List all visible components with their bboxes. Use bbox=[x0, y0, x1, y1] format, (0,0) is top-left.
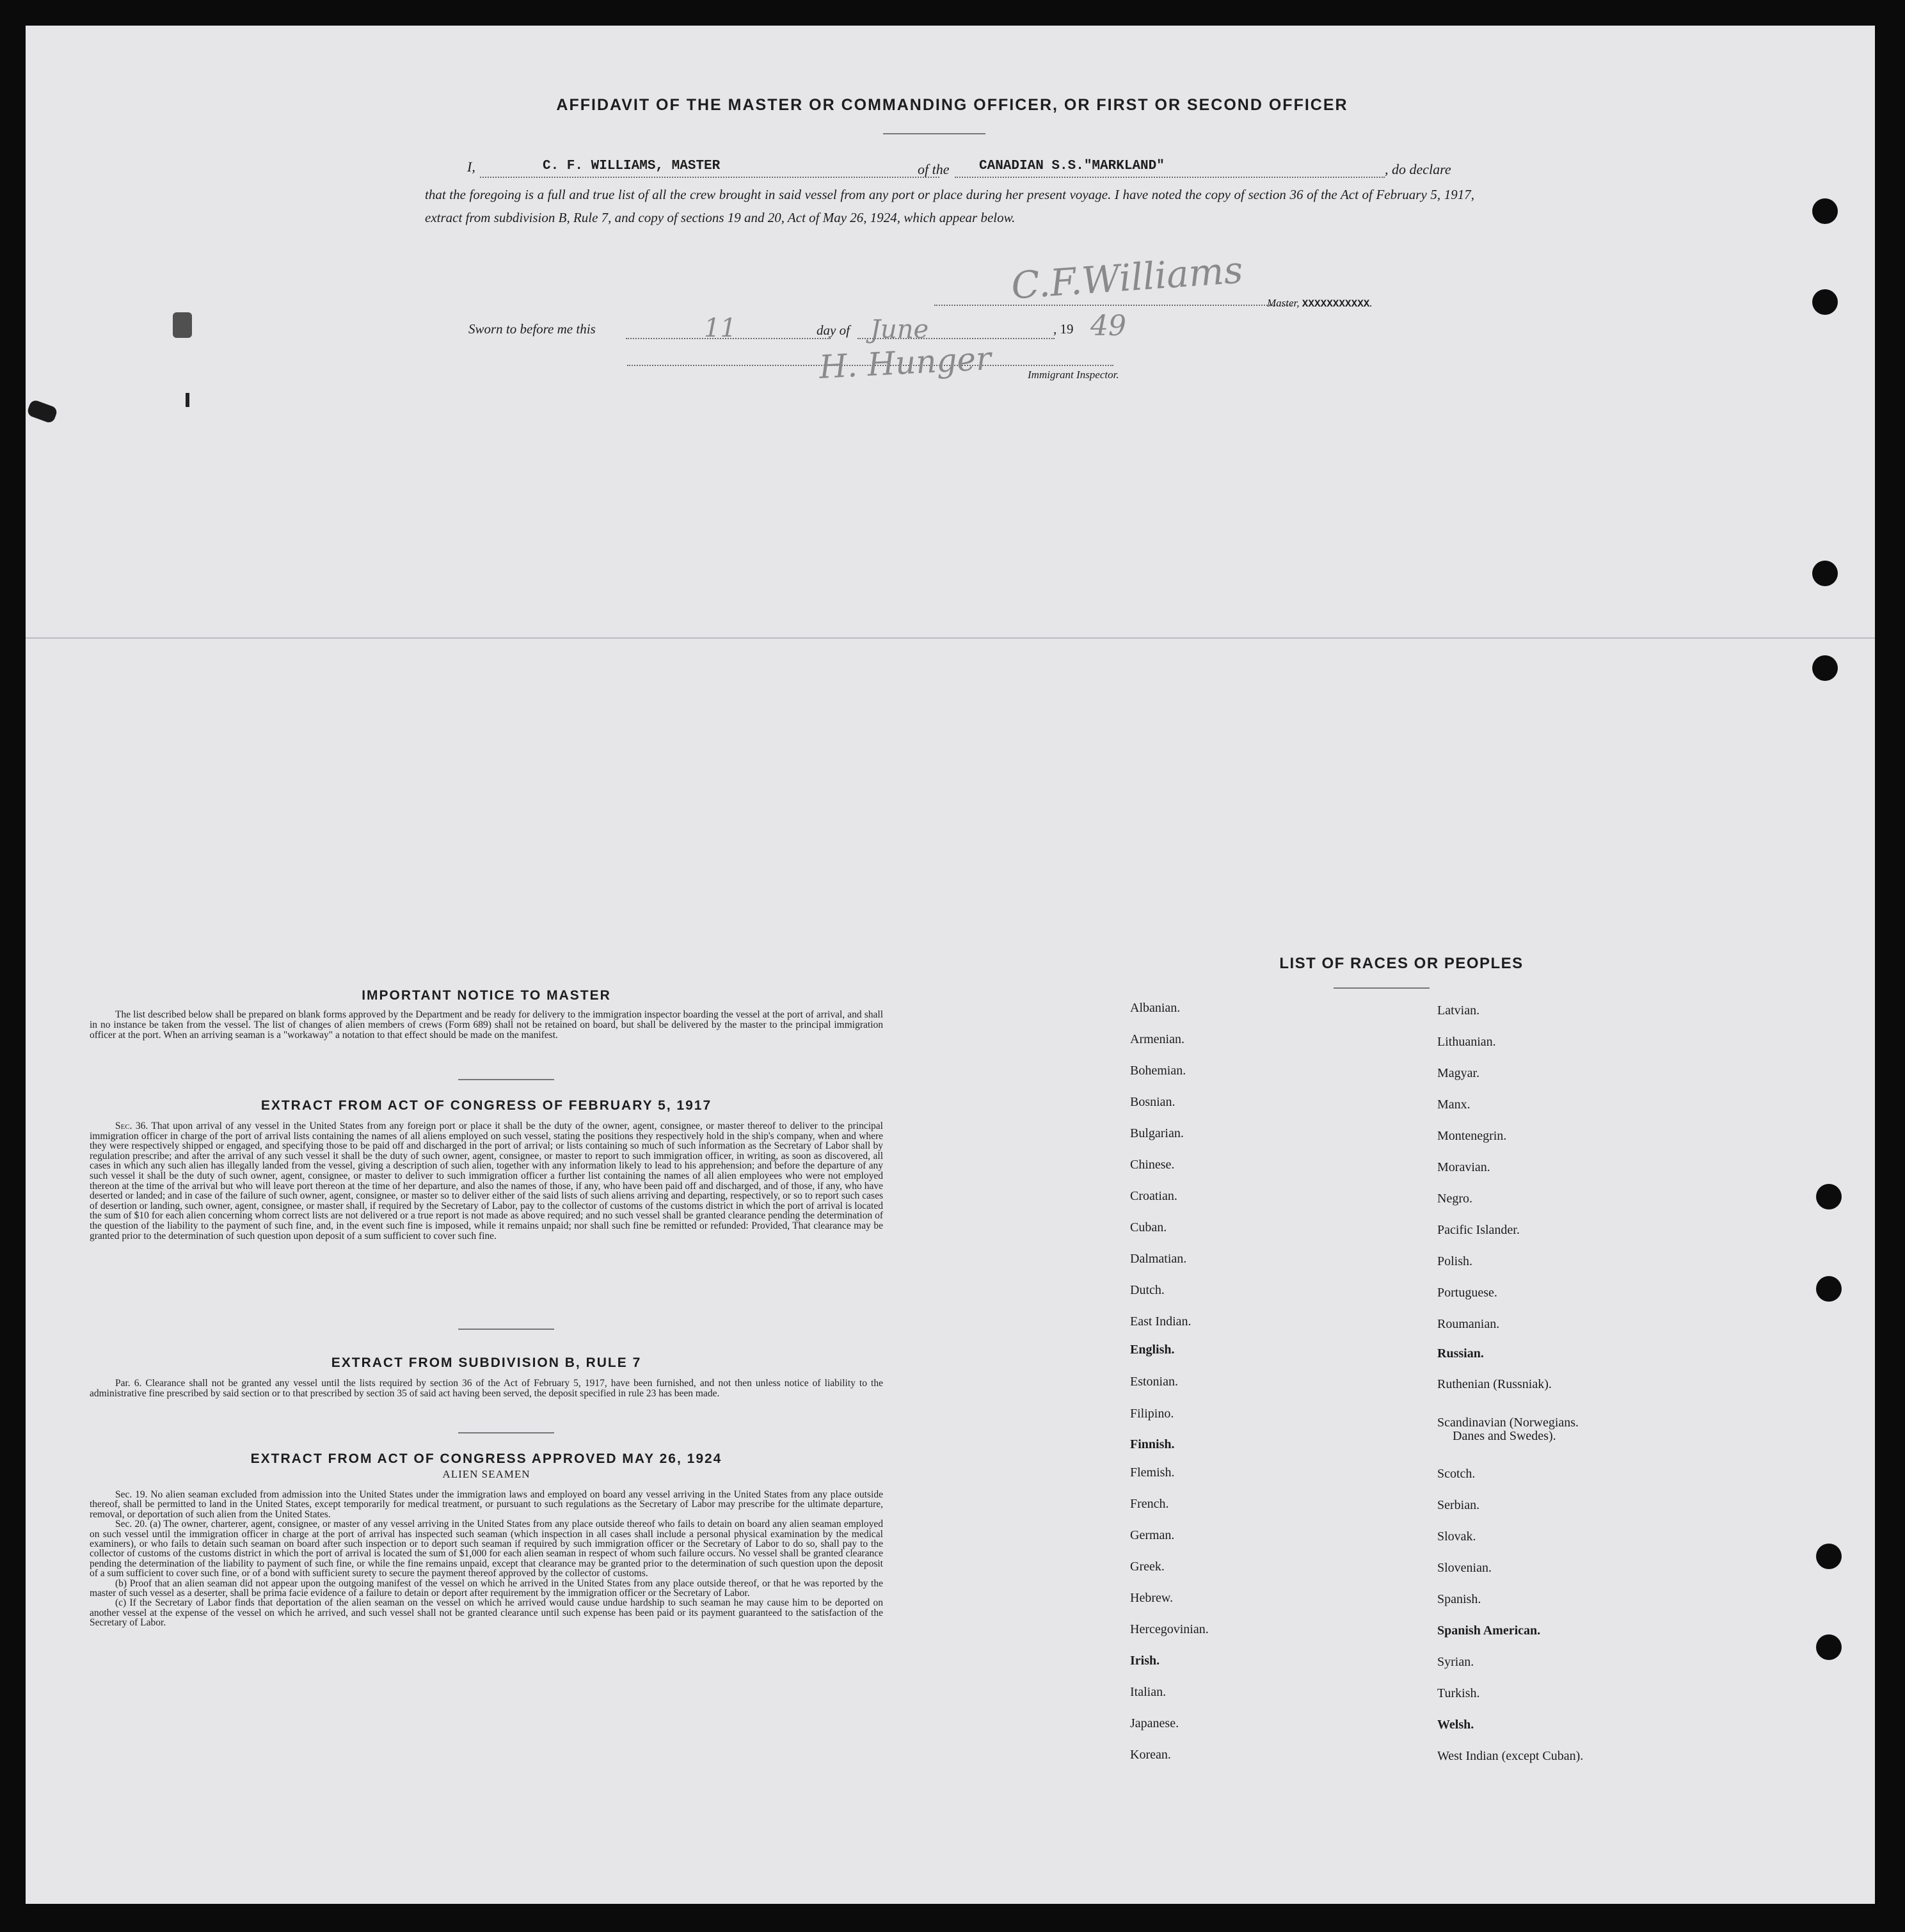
race-item: West Indian (except Cuban). bbox=[1437, 1749, 1584, 1763]
i-label: I, bbox=[467, 159, 475, 175]
race-item: Lithuanian. bbox=[1437, 1035, 1496, 1049]
race-item: Portuguese. bbox=[1437, 1286, 1497, 1300]
race-item: Montenegrin. bbox=[1437, 1129, 1507, 1143]
race-item: Manx. bbox=[1437, 1098, 1471, 1112]
race-item: Korean. bbox=[1130, 1748, 1171, 1762]
race-item: Slovenian. bbox=[1437, 1561, 1492, 1575]
race-item: Bosnian. bbox=[1130, 1095, 1176, 1109]
race-item: Cuban. bbox=[1130, 1220, 1167, 1234]
race-item: Greek. bbox=[1130, 1560, 1165, 1574]
race-item: Bulgarian. bbox=[1130, 1126, 1184, 1140]
stray-mark bbox=[26, 399, 58, 424]
race-item: Russian. bbox=[1437, 1346, 1484, 1361]
race-item: Syrian. bbox=[1437, 1655, 1474, 1669]
races-title: LIST OF RACES OR PEOPLES bbox=[1279, 955, 1524, 972]
race-item: Welsh. bbox=[1437, 1718, 1474, 1732]
punch-hole bbox=[1816, 1276, 1842, 1302]
sec20c-text: (c) If the Secretary of Labor finds that deportation of the alien seaman on the vessel on which he arrived would cause undue hardship to such seaman he may cause him to be deported on another vessel at the expense of the vessel on which he arrived, and such vessel shall not be granted clearance until such expense has been paid or its payment guaranteed to the satisfaction of the Secretary of Labor. bbox=[90, 1597, 883, 1629]
race-item: Irish. bbox=[1130, 1654, 1160, 1668]
race-item: Magyar. bbox=[1437, 1066, 1480, 1080]
title-divider bbox=[883, 133, 985, 134]
race-item: Moravian. bbox=[1437, 1160, 1490, 1174]
punch-hole bbox=[1816, 1544, 1842, 1569]
vessel-name: CANADIAN S.S."MARKLAND" bbox=[979, 159, 1165, 173]
race-item: Chinese. bbox=[1130, 1158, 1175, 1172]
year-suffix: 49 bbox=[1090, 310, 1126, 342]
race-item: Filipino. bbox=[1130, 1407, 1174, 1421]
stray-mark bbox=[186, 393, 189, 407]
race-item: Polish. bbox=[1437, 1254, 1473, 1268]
race-item: Scandinavian (Norwegians. bbox=[1437, 1416, 1579, 1430]
master-caption-label: Master, bbox=[1267, 297, 1300, 309]
sec20b-text: (b) Proof that an alien seaman did not appear upon the outgoing manifest of the vessel on which he arrived in the United States from any place outside thereof, or that he was reported by the master of such vessel as a deserter, shall be prima facie evidence of a failure to detain or deport after requirement by the immigration officer or the Secretary of Labor. bbox=[90, 1577, 883, 1599]
extract-1917-title: EXTRACT FROM ACT OF CONGRESS OF FEBRUARY 5, 1917 bbox=[260, 1098, 712, 1113]
sec20a-text: Sec. 20. (a) The owner, charterer, agent, consignee, or master of any vessel arriving in the United States from any place outside thereof who fails to detain on board any alien seaman employed on such vessel until the immigration officer in charge at the port of arrival has inspected such seaman (which inspection in all cases shall include a personal physical examination by the medical examiners), or who fails to detain such seaman on board after such inspection or to deport such seaman if required by such immigration officer or the Secretary of Labor to do so, shall pay to the collector of customs of the customs district in which the port of arrival is located the sum of $1,000 for each alien seaman in respect of whom such failure occurs. No vessel shall be granted clearance pending the determination of the liability to payment of such fine, or while the fine remains unpaid, except that clearance may be granted prior to the determination of such question upon the deposit of a sum sufficient to cover such fine, or of a bond with sufficient surety to secure the payment thereof approved by the collector of customs. bbox=[90, 1519, 883, 1579]
year-prefix: , 19 bbox=[1053, 321, 1074, 337]
punch-hole bbox=[1812, 198, 1838, 224]
inspector-caption: Immigrant Inspector. bbox=[1028, 369, 1119, 381]
fold-line bbox=[26, 637, 1875, 639]
master-caption-end: . bbox=[1369, 297, 1373, 309]
of-the-label: of the bbox=[918, 161, 950, 177]
declaration-text: that the foregoing is a full and true list of all the crew brought in said vessel from any port or place during her present voyage. I have noted the copy of section 36 of the Act of February 5, 1917, extract from subdivision B, Rule 7, and copy of sections 19 and 20, Act of May 26, 1924, which appear below. bbox=[425, 187, 1474, 225]
punch-hole bbox=[1812, 289, 1838, 315]
race-item: Estonian. bbox=[1130, 1375, 1178, 1389]
divider bbox=[458, 1329, 554, 1330]
race-item: Albanian. bbox=[1130, 1001, 1181, 1015]
rule7-text: Par. 6. Clearance shall not be granted any vessel until the lists required by section 36 of the Act of February 5, 1917, have been furnished, and not then unless notice of liability to the administrative fine prescribed by said section or to that prescribed by section 35 of said act having been served, the deposit specified in rule 23 has been made. bbox=[90, 1378, 883, 1399]
extract-rule7-body bbox=[90, 1378, 883, 1399]
extract-1924-title: EXTRACT FROM ACT OF CONGRESS APPROVED MAY 26, 1924 bbox=[250, 1451, 722, 1466]
master-caption bbox=[1267, 297, 1373, 310]
race-item: Dalmatian. bbox=[1130, 1252, 1187, 1266]
race-item: Pacific Islander. bbox=[1437, 1223, 1520, 1237]
divider bbox=[458, 1079, 554, 1080]
notice-title: IMPORTANT NOTICE TO MASTER bbox=[362, 988, 611, 1003]
race-item: Serbian. bbox=[1437, 1498, 1480, 1512]
master-caption-struck: XXXXXXXXXXX bbox=[1302, 298, 1370, 310]
notice-body bbox=[90, 1010, 883, 1041]
race-item: Japanese. bbox=[1130, 1716, 1179, 1730]
sec36-label: Sec. 36. bbox=[115, 1121, 148, 1131]
inspector-signature: H. Hunger bbox=[818, 340, 992, 386]
day-of-label: day of bbox=[817, 323, 850, 338]
sec36-text: That upon arrival of any vessel in the United States from any foreign port or place it shall be the duty of the owner, agent, consignee, or master thereof to deliver to the principal immigration officer in charge of the port of arrival lists containing the names of all aliens employed on such vessel, stating the positions they respectively hold in the ship's company, when and where they were respectively shipped or engaged, and specifying those to be paid off and discharged in the port of arrival; or lists containing so much of such information as the Secretary of Labor shall by regulation prescribe; and after the arrival of any such vessel it shall be the duty of such owner, agent, consignee, or master to report to such immigration officer, in writing, as soon as discovered, all cases in which any such alien has illegally landed from the vessel, giving a description of such alien, together with any information likely to lead to his apprehension; and before the departure of any such vessel it shall be the duty of such owner, agent, consignee, or master to deliver to such immigration officer a further list containing the names of all alien employees who were not employed thereon at the time of the arrival but who will leave port thereon at the time of her departure, and also the names of those, if any, who have been paid off and discharged, and of those, if any, who have deserted or landed; and in case of the failure of such owner, agent, consignee, or master so to deliver either of the said lists of such aliens arriving and departing, respectively, or so to report such cases of desertion or landing, such owner, agent, consignee, or master shall, if required by the Secretary of Labor, pay to the collector of customs of the customs district in which the port of arrival is located the sum of $10 for each alien concerning whom correct lists are not delivered or a true report is not made as above required; and no such vessel shall be granted clearance pending the determination of the question of the liability to the payment of such fine, and, in the event such fine is imposed, while it remains unpaid; nor shall such fine be remitted or refunded: Provided, That clearance may be granted prior to the determination of such question upon deposit of a sum sufficient to cover such fine. bbox=[90, 1121, 883, 1241]
punch-hole bbox=[1812, 655, 1838, 681]
vessel-line bbox=[955, 177, 1385, 178]
sworn-day: 11 bbox=[704, 314, 737, 343]
race-item: French. bbox=[1130, 1497, 1169, 1511]
master-sign-line bbox=[934, 305, 1293, 306]
race-item: Spanish American. bbox=[1437, 1624, 1541, 1638]
extract-1917-body bbox=[90, 1121, 883, 1241]
sworn-month: June bbox=[870, 315, 929, 344]
race-item: Slovak. bbox=[1437, 1529, 1476, 1544]
race-item: Ruthenian (Russniak). bbox=[1437, 1377, 1552, 1391]
race-item: Croatian. bbox=[1130, 1189, 1177, 1203]
race-item: Latvian. bbox=[1437, 1003, 1480, 1018]
race-item: Hercegovinian. bbox=[1130, 1622, 1209, 1636]
race-item: East Indian. bbox=[1130, 1314, 1192, 1329]
race-item: Turkish. bbox=[1437, 1686, 1480, 1700]
race-item: Scotch. bbox=[1437, 1467, 1476, 1481]
extract-rule7-title: EXTRACT FROM SUBDIVISION B, RULE 7 bbox=[331, 1355, 642, 1370]
race-item: German. bbox=[1130, 1528, 1175, 1542]
extract-1924-body bbox=[90, 1490, 883, 1628]
document-page bbox=[26, 26, 1875, 1904]
sec19-text: Sec. 19. No alien seaman excluded from admission into the United States under the immigration laws and employed on board any vessel arriving in the United States from any place outside thereof, shall be permitted to land in the United States, except temporarily for medical treatment, or pursuant to such regulations as the Secretary of Labor may prescribe for the ultimate departure, removal, or deportation of such alien from the United States. bbox=[90, 1489, 883, 1520]
race-item: Spanish. bbox=[1437, 1592, 1481, 1606]
extract-1924-subtitle: ALIEN SEAMEN bbox=[442, 1468, 530, 1480]
master-signature: C.F.Williams bbox=[1010, 248, 1245, 308]
do-declare-label: , do declare bbox=[1385, 161, 1451, 177]
name-line bbox=[480, 177, 939, 178]
officer-name: C. F. WILLIAMS, MASTER bbox=[543, 159, 721, 173]
race-item: Danes and Swedes). bbox=[1453, 1429, 1556, 1443]
race-item: Italian. bbox=[1130, 1685, 1167, 1699]
punch-hole bbox=[1816, 1184, 1842, 1209]
race-item: Bohemian. bbox=[1130, 1064, 1186, 1078]
race-item: Dutch. bbox=[1130, 1283, 1165, 1297]
punch-hole bbox=[1816, 1634, 1842, 1660]
affidavit-title: AFFIDAVIT OF THE MASTER OR COMMANDING OFFICER, OR FIRST OR SECOND OFFICER bbox=[556, 96, 1348, 114]
race-item: Roumanian. bbox=[1437, 1317, 1500, 1331]
punch-hole bbox=[1812, 561, 1838, 586]
race-item: Hebrew. bbox=[1130, 1591, 1174, 1605]
race-item: Negro. bbox=[1437, 1192, 1472, 1206]
divider bbox=[1334, 987, 1430, 989]
sworn-label: Sworn to before me this bbox=[468, 321, 596, 337]
race-item: Flemish. bbox=[1130, 1465, 1175, 1480]
race-item: Finnish. bbox=[1130, 1437, 1175, 1451]
notice-text: The list described below shall be prepared on blank forms approved by the Department and be ready for delivery to the immigration inspector boarding the vessel at the port of arrival, and shall in no instance be taken from the vessel. The list of changes of alien members of crews (Form 689) shall not be retained on board, but shall be delivered by the master to the principal immigration officer at the port. When an arriving seaman is a "workaway" a notation to that effect should be made on the manifest. bbox=[90, 1009, 883, 1041]
race-item: Armenian. bbox=[1130, 1032, 1184, 1046]
race-item: English. bbox=[1130, 1343, 1175, 1357]
stray-mark bbox=[173, 312, 192, 338]
divider bbox=[458, 1432, 554, 1433]
